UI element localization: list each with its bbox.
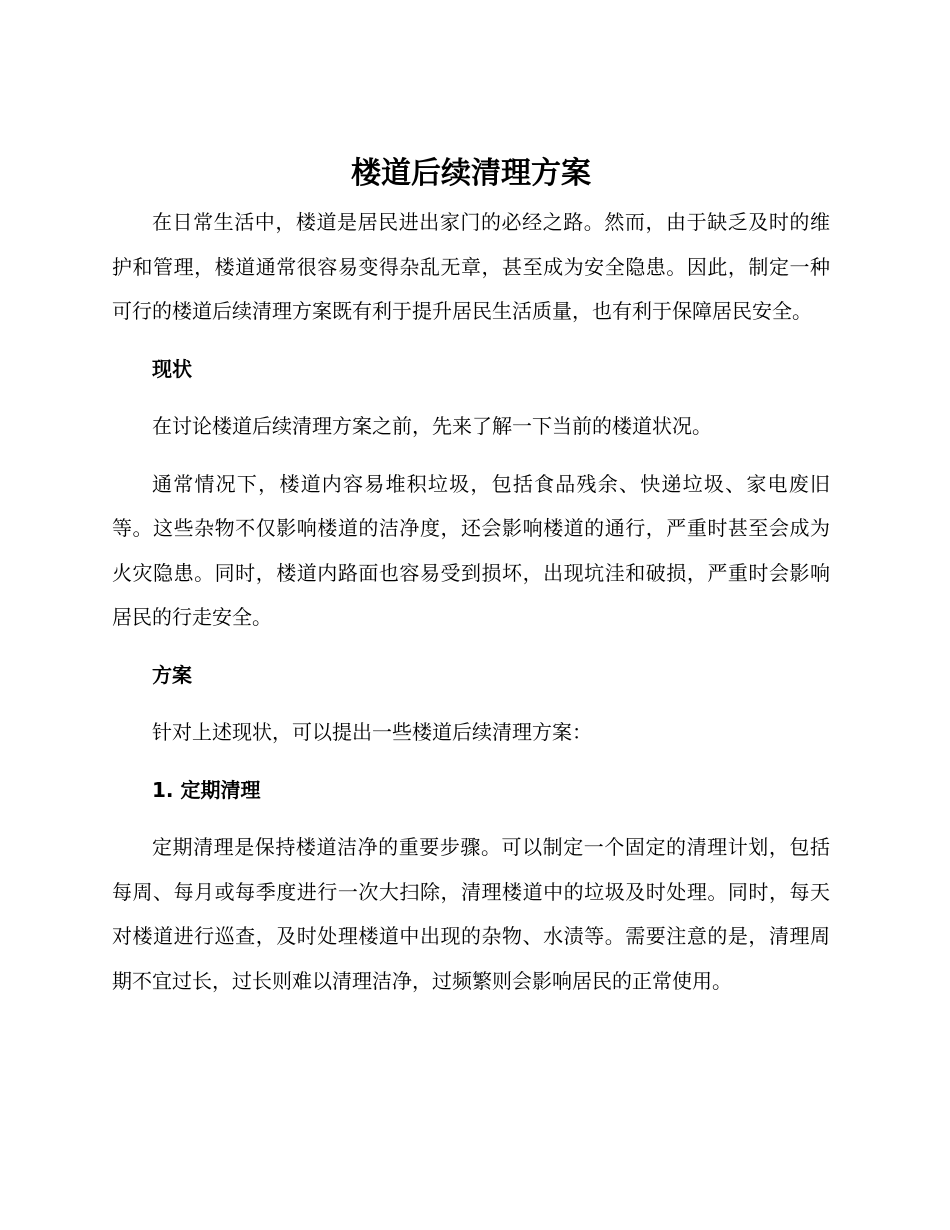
subsection-heading-regular-cleaning: 1. 定期清理: [152, 777, 261, 802]
section-heading-status: 现状: [152, 356, 192, 381]
status-paragraph-2: 通常情况下，楼道内容易堆积垃圾，包括食品残余、快递垃圾、家电废旧等。这些杂物不仅影响楼道的洁净度，还会影响楼道的通行，严重时甚至会成为火灾隐患。同时，楼道内路面也容易受到损坏，出现坑洼和破损，严重时会影响居民的行走安全。: [112, 471, 830, 629]
regular-cleaning-paragraph: 定期清理是保持楼道洁净的重要步骤。可以制定一个固定的清理计划，包括每周、每月或每季度进行一次大扫除，清理楼道中的垃圾及时处理。同时，每天对楼道进行巡查，及时处理楼道中出现的杂物、水渍等。需要注意的是，清理周期不宜过长，过长则难以清理洁净，过频繁则会影响居民的正常使用。: [112, 835, 830, 993]
intro-paragraph: 在日常生活中，楼道是居民进出家门的必经之路。然而，由于缺乏及时的维护和管理，楼道通常很容易变得杂乱无章，甚至成为安全隐患。因此，制定一种可行的楼道后续清理方案既有利于提升居民生活质量，也有利于保障居民安全。: [112, 210, 830, 323]
document-page: [112, 148, 830, 1003]
plan-paragraph-1: 针对上述现状，可以提出一些楼道后续清理方案：: [152, 720, 592, 744]
document-title: 楼道后续清理方案: [351, 156, 591, 191]
section-heading-plan: 方案: [152, 662, 192, 687]
status-paragraph-1: 在讨论楼道后续清理方案之前，先来了解一下当前的楼道状况。: [152, 414, 712, 438]
